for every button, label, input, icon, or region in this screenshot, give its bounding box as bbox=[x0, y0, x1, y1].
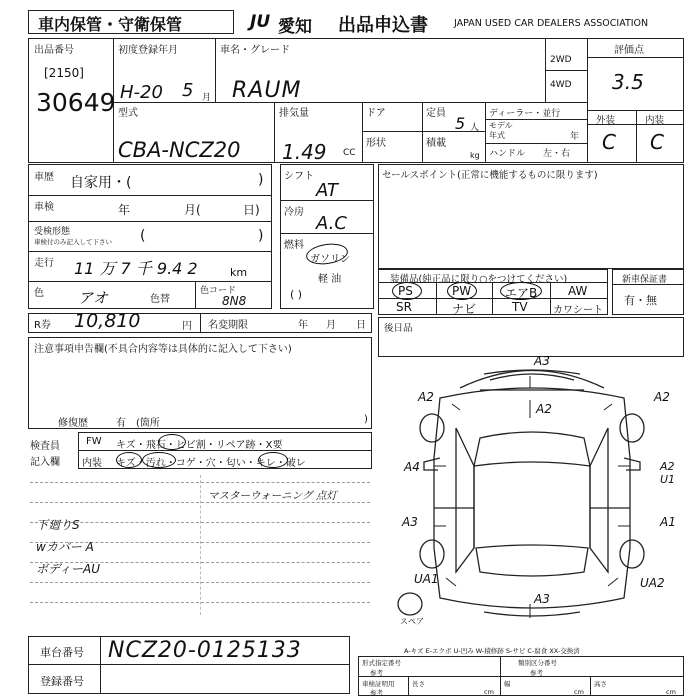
interior-label: 内装 bbox=[645, 115, 665, 126]
logo-mark: JU bbox=[250, 12, 271, 32]
inspection-label: 車検 bbox=[34, 202, 54, 213]
history-value: 自家用・( bbox=[70, 175, 132, 191]
color-code-label: 色コード bbox=[200, 286, 237, 296]
shape-label: 形状 bbox=[366, 138, 386, 149]
first-reg-label: 初度登録年月 bbox=[118, 45, 178, 56]
equip-sr: SR bbox=[396, 300, 412, 314]
inspection-year: 年 bbox=[118, 203, 131, 217]
left-side-window bbox=[456, 428, 474, 572]
equip-ps-circle bbox=[392, 282, 422, 300]
class-ref: 参考 bbox=[530, 669, 543, 677]
scribble-kizu bbox=[116, 452, 142, 468]
name-change-label: 名変期限 bbox=[208, 320, 248, 331]
right-side-window bbox=[590, 428, 608, 572]
length-unit: cm bbox=[484, 688, 494, 696]
name-change-year: 年 bbox=[298, 320, 308, 331]
mileage-label: 走行 bbox=[34, 258, 54, 269]
diagram-mark-4: A2 bbox=[654, 390, 670, 404]
sales-point-label: セールスポイント(正常に機能するものに限ります) bbox=[382, 170, 598, 181]
recv-form-close: ) bbox=[258, 228, 264, 244]
drive-4wd: 4WD bbox=[550, 80, 572, 90]
after-sale-section bbox=[378, 317, 684, 357]
fuel-paren: ( ) bbox=[290, 288, 303, 301]
after-sale-label: 後日品 bbox=[384, 323, 413, 334]
type-label: 型式 bbox=[118, 108, 138, 119]
model-year-label: モデル 年式 bbox=[489, 121, 513, 140]
equipment-label: 装備品(純正品に限り○をつけてください) bbox=[390, 274, 568, 285]
diagram-mark-9: UA1 bbox=[414, 572, 439, 586]
inspection-month: 月( bbox=[184, 203, 201, 217]
notes-label: 注意事項申告欄(不具合内容等は具体的に記入して下さい) bbox=[34, 344, 292, 355]
mileage-unit: km bbox=[230, 266, 248, 279]
wheel-front-right bbox=[620, 414, 644, 442]
equip-airbag-circle bbox=[500, 282, 542, 300]
wheel-front-left bbox=[420, 414, 444, 442]
first-reg-month-unit: 月 bbox=[202, 93, 212, 103]
spare-tire bbox=[398, 593, 422, 615]
model-year-unit: 年 bbox=[570, 132, 580, 142]
repair-place: (箇所 bbox=[136, 418, 160, 429]
rear-window bbox=[476, 545, 588, 576]
recv-form-open: ( bbox=[140, 228, 146, 244]
inspector-label1: 検査員 bbox=[30, 441, 60, 452]
history-close: ) bbox=[258, 172, 264, 188]
remark-line4: ボディーAU bbox=[36, 562, 101, 576]
equip-ps: PS bbox=[398, 284, 413, 298]
interior-items-label: 内装 bbox=[82, 458, 102, 469]
fw-items: キズ・飛石・ヒビ割・リペア跡・X要 bbox=[116, 440, 283, 451]
recv-form-note: 車検付のみ記入して下さい bbox=[34, 238, 112, 246]
body-outline bbox=[434, 388, 630, 608]
repair-history-label: 修復歴 bbox=[58, 418, 88, 429]
equip-airbag: エアB bbox=[505, 286, 538, 300]
length-label: 長さ bbox=[412, 680, 425, 688]
damage-legend: A-キズ E-エクボ U-凹み W-積修跡 S-サビ C-腐食 XX-交換済 bbox=[404, 647, 580, 655]
load-unit: kg bbox=[470, 151, 480, 160]
repair-close: ) bbox=[364, 414, 368, 425]
cert-ref: 参考 bbox=[370, 689, 383, 697]
lot-label: 出品番号 bbox=[34, 45, 74, 56]
spare-label: スペア bbox=[400, 617, 424, 626]
equip-tv: TV bbox=[512, 300, 528, 314]
model-name-label: 車名・グレード bbox=[220, 45, 290, 56]
equip-pw-circle bbox=[447, 282, 477, 300]
rating-value: 3.5 bbox=[612, 70, 644, 94]
frame-label: 形式指定番号 bbox=[362, 659, 401, 667]
handle-options: 左・右 bbox=[543, 149, 571, 159]
first-reg-month: 5 bbox=[182, 80, 194, 101]
diagram-mark-7: A3 bbox=[402, 515, 418, 529]
association-name: JAPAN USED CAR DEALERS ASSOCIATION bbox=[454, 18, 649, 29]
handle-label: ハンドル bbox=[489, 149, 526, 159]
inspection-day: 日) bbox=[243, 203, 260, 217]
color-change-label: 色替 bbox=[150, 294, 170, 305]
fuel-petrol: ガソリン bbox=[310, 254, 350, 265]
diagram-mark-1: A3 bbox=[534, 354, 550, 368]
capacity-unit: 人 bbox=[470, 123, 480, 133]
dealer-label: ディーラー・並行 bbox=[489, 109, 561, 119]
recv-form-label: 受検形態 bbox=[34, 227, 71, 237]
lot-sub-number: [2150] bbox=[44, 66, 84, 80]
roof-top-line bbox=[490, 374, 574, 380]
logo-text: 愛知 bbox=[278, 17, 312, 37]
equip-pw: PW bbox=[452, 284, 472, 298]
fuel-label: 燃料 bbox=[284, 240, 304, 251]
exterior-grade: C bbox=[602, 130, 616, 154]
fw-label: FW bbox=[86, 436, 102, 447]
width-label: 幅 bbox=[504, 680, 511, 688]
capacity-label: 定員 bbox=[426, 108, 446, 119]
load-label: 積載 bbox=[426, 138, 446, 149]
diagram-mark-11: A3 bbox=[534, 592, 550, 606]
width-unit: cm bbox=[574, 688, 584, 696]
cert-label: 車検証明用 bbox=[362, 680, 395, 688]
equip-aw: AW bbox=[568, 284, 588, 298]
fuel-diesel: 軽 油 bbox=[318, 274, 342, 285]
displacement-label: 排気量 bbox=[279, 108, 309, 119]
model-name-value: RAUM bbox=[232, 78, 302, 103]
form-title: 出品申込書 bbox=[338, 15, 428, 36]
shift-label: シフト bbox=[284, 171, 314, 182]
height-label: 高さ bbox=[594, 680, 607, 688]
wheel-rear-right bbox=[620, 540, 644, 568]
diagram-mark-3: A2 bbox=[536, 402, 552, 416]
cooler-label: 冷房 bbox=[284, 207, 304, 218]
displacement-unit: CC bbox=[343, 148, 356, 158]
remark-line1: マスターウォーニング 点灯 bbox=[208, 490, 337, 502]
interior-items: キズ・汚れ・コゲ・穴・匂い・キレ・破レ bbox=[116, 458, 306, 469]
name-change-day: 日 bbox=[356, 320, 366, 331]
history-label: 車歴 bbox=[34, 172, 54, 183]
diagram-mark-2: A2 bbox=[418, 390, 434, 404]
type-value: CBA-NCZ20 bbox=[118, 138, 241, 162]
diagram-mark-5: A4 bbox=[404, 460, 420, 474]
repair-have: 有 bbox=[116, 418, 126, 429]
name-change-month: 月 bbox=[326, 320, 336, 331]
diagram-mark-8: A1 bbox=[660, 515, 676, 529]
recycle-unit: 円 bbox=[182, 321, 192, 332]
roof-pillars bbox=[474, 466, 590, 548]
remark-line3: wカバー A bbox=[36, 540, 94, 554]
exterior-label: 外装 bbox=[596, 115, 616, 126]
new-warranty-options: 有・無 bbox=[624, 294, 657, 307]
height-unit: cm bbox=[666, 688, 676, 696]
scribble-yogore bbox=[142, 452, 176, 468]
recycle-label: R券 bbox=[34, 320, 51, 331]
equip-navi: ナビ bbox=[452, 302, 477, 316]
new-warranty-label: 新車保証書 bbox=[622, 275, 668, 285]
cooler-value: A.C bbox=[316, 213, 347, 234]
mileage-value: 11 万 7 千 9.4 2 bbox=[74, 259, 198, 278]
storage-label: 車内保管・守衛保管 bbox=[38, 15, 183, 34]
interior-grade: C bbox=[650, 130, 664, 154]
diagram-mark-6: A2 U1 bbox=[660, 460, 676, 486]
reg-label: 登録番号 bbox=[40, 675, 84, 688]
drive-2wd: 2WD bbox=[550, 55, 572, 65]
inspector-label2: 記入欄 bbox=[30, 457, 60, 468]
lot-number: 30649 bbox=[36, 88, 116, 117]
color-value: アオ bbox=[78, 289, 108, 307]
wheel-rear-left bbox=[420, 540, 444, 568]
doors-label: ドア bbox=[366, 108, 386, 119]
class-label: 類別区分番号 bbox=[518, 659, 557, 667]
shift-value: AT bbox=[316, 180, 338, 201]
first-reg-era: H-20 bbox=[120, 82, 163, 103]
diagram-mark-10: UA2 bbox=[640, 576, 665, 590]
scribble-nioi bbox=[258, 452, 288, 468]
color-code-value: 8N8 bbox=[222, 294, 247, 308]
frame-ref: 参考 bbox=[370, 669, 383, 677]
scribble-tobiishi bbox=[158, 434, 186, 450]
windshield bbox=[474, 432, 590, 466]
equip-leather: カワシート bbox=[553, 305, 603, 316]
color-label: 色 bbox=[34, 288, 44, 299]
chassis-label: 車台番号 bbox=[40, 646, 84, 659]
chassis-value: NCZ20-0125133 bbox=[108, 638, 302, 663]
remark-line2: 下廻りS bbox=[36, 518, 80, 532]
displacement-value: 1.49 bbox=[282, 140, 327, 164]
recycle-value: 10,810 bbox=[74, 310, 141, 332]
rating-label: 評価点 bbox=[614, 45, 644, 56]
capacity-value: 5 bbox=[455, 114, 466, 133]
